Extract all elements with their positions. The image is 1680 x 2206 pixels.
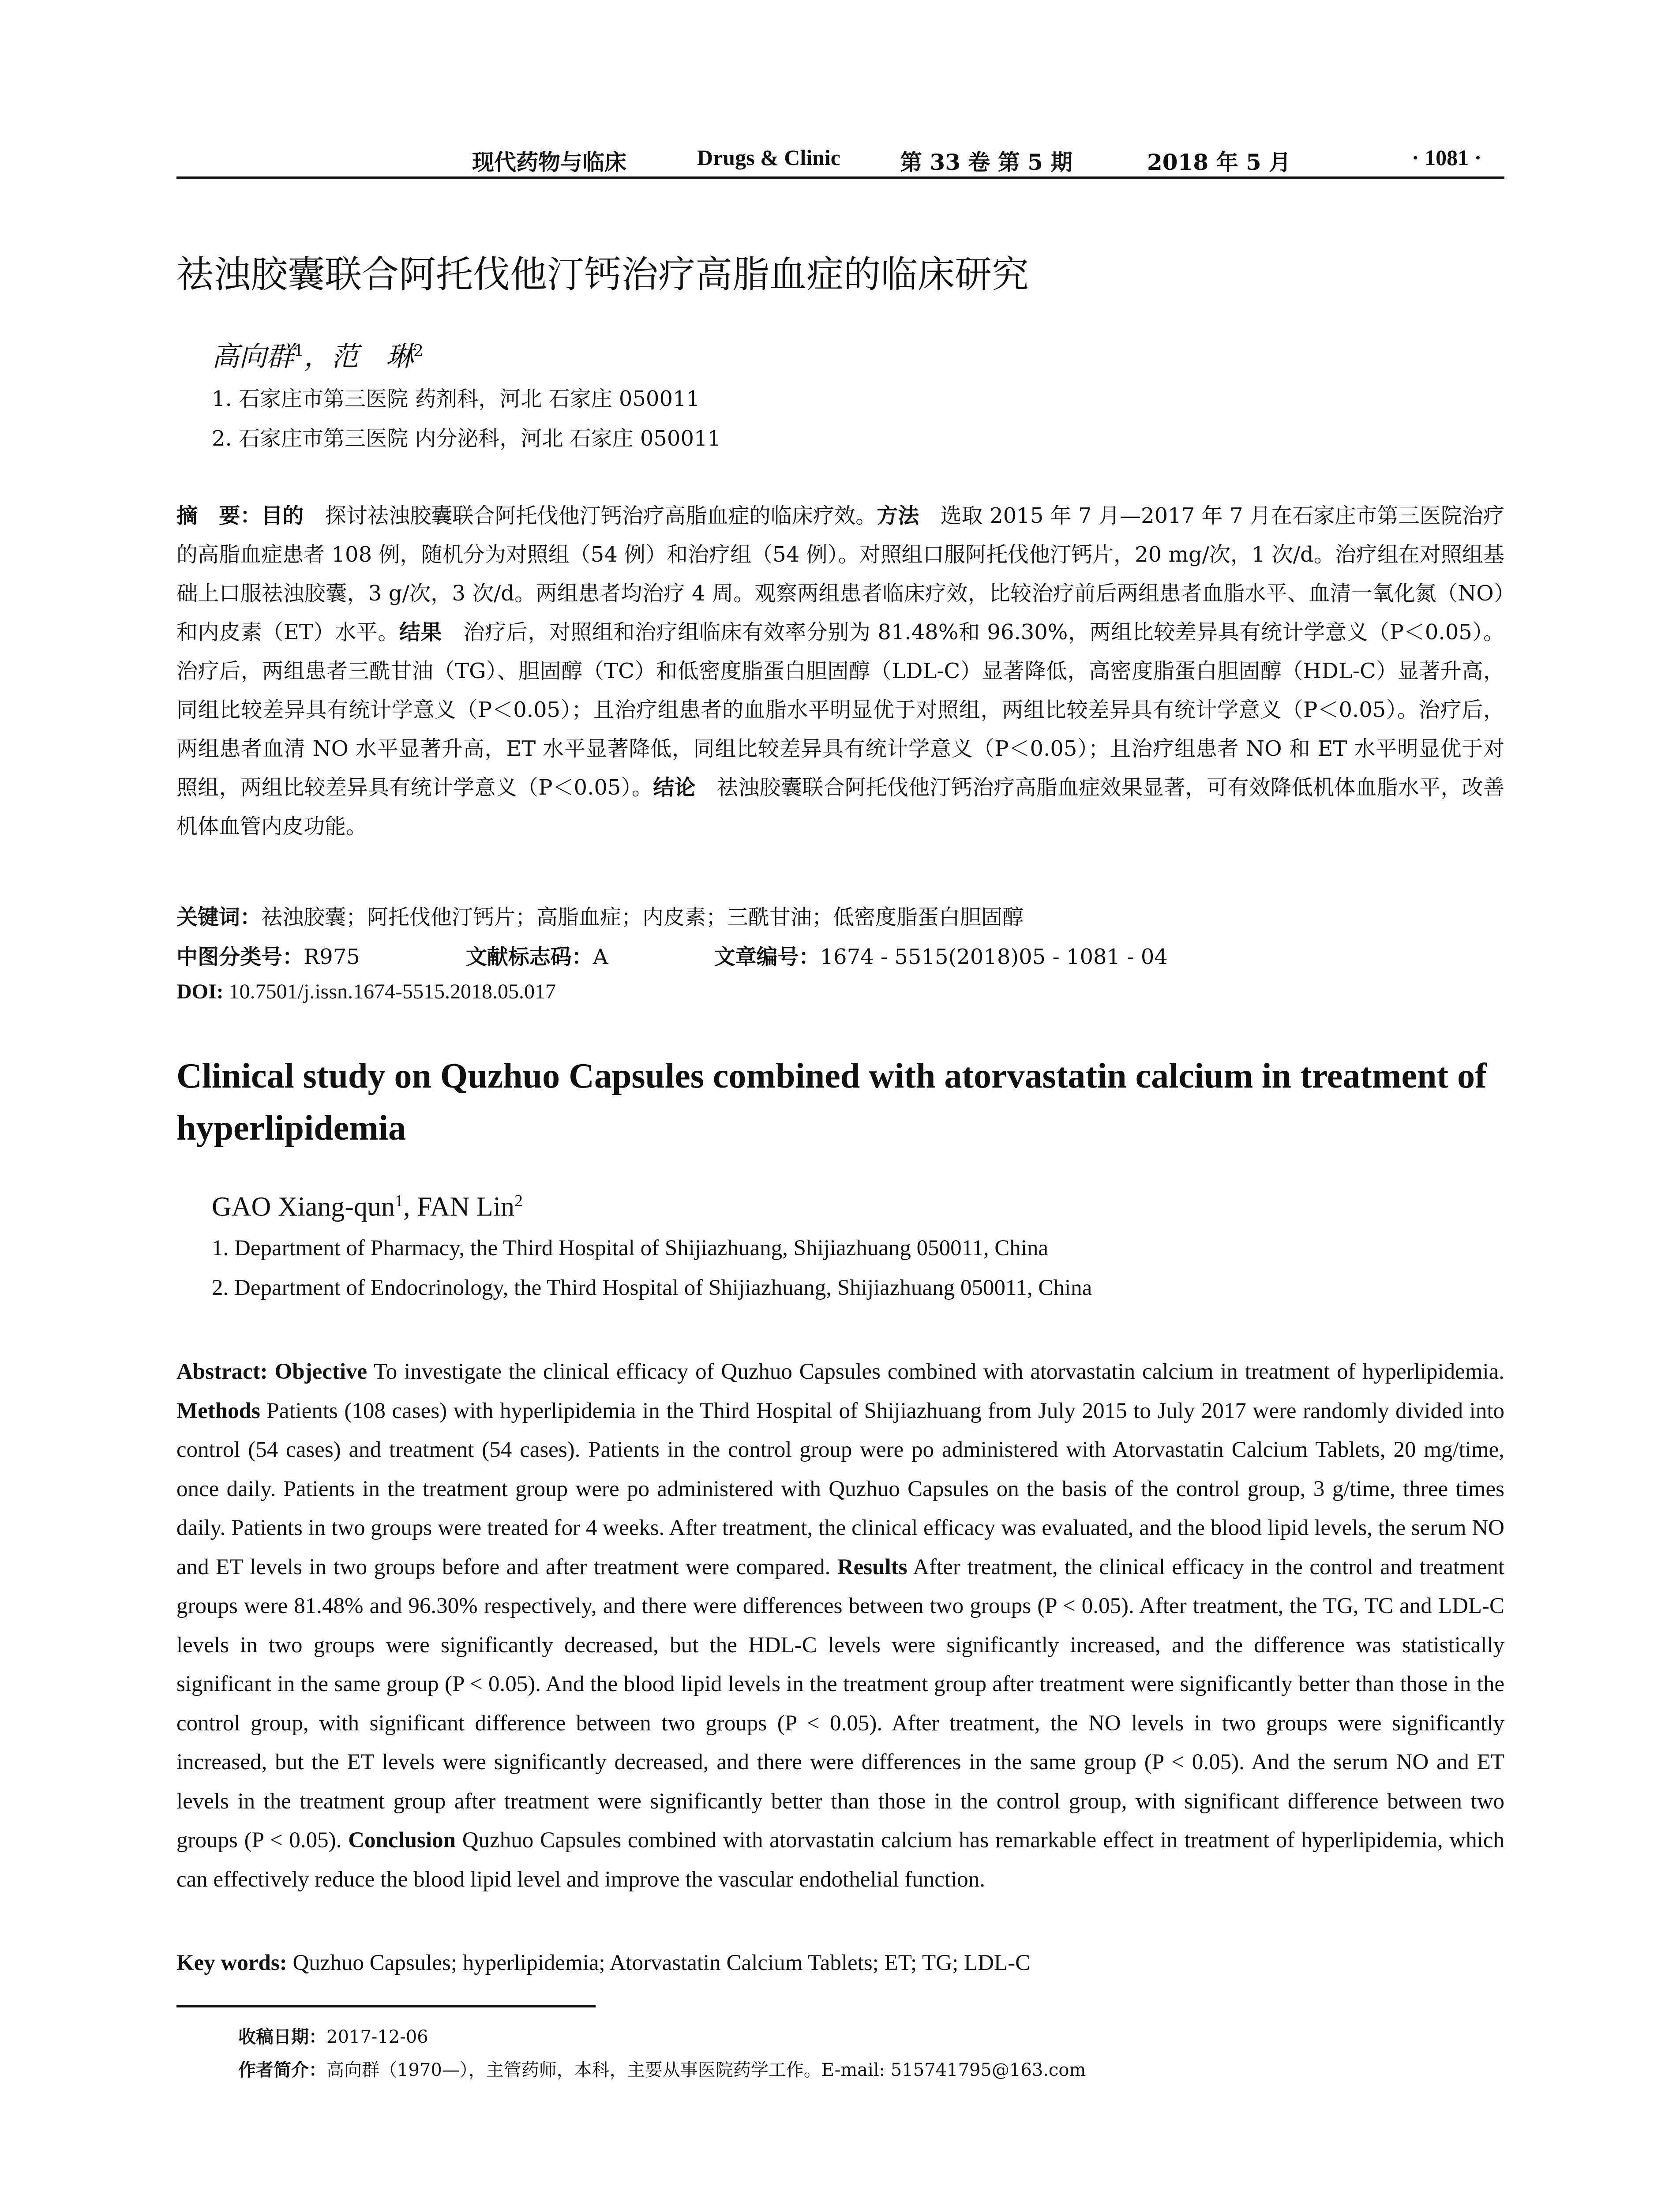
objective-text: 探讨祛浊胶囊联合阿托伐他汀钙治疗高脂血症的临床疗效。: [304, 503, 877, 528]
header-rule: [176, 176, 1504, 179]
classification-line: [176, 940, 1168, 970]
results-text: 治疗后，对照组和治疗组临床有效率分别为 81.48%和 96.30%，两组比较差异具有统计学意义（P＜0.05）。治疗后，两组患者三酰甘油（TG）、胆固醇（TC）和低密度脂蛋白胆固醇（LDL-C）显著降低，高密度脂蛋白胆固醇（HDL-C）显著升高，同组比较差异具有统计学意义（P＜0.05）；且治疗组患者的血脂水平明显优于对照组，两组比较差异具有统计学意义（P＜0.05）。治疗后，两组患者血清 NO 水平显著升高，ET 水平显著降低，同组比较差异具有统计学意义（P＜0.05）；且治疗组患者 NO 和 ET 水平明显优于对照组，两组比较差异具有统计学意义（P＜0.05）。: [176, 620, 1504, 800]
journal-name-en: Drugs & Clinic: [697, 145, 840, 170]
clc-value: R975: [304, 945, 360, 969]
affiliation-cn: 1. 石家庄市第三医院 药剂科，河北 石家庄 050011: [212, 386, 700, 411]
author-bio: 高向群（1970—），主管药师，本科，主要从事医院药学工作。E-mail: 515741795@163.com: [326, 2060, 1086, 2080]
doi-line: [176, 979, 556, 1004]
methods-text: 选取 2015 年 7 月—2017 年 7 月在石家庄市第三医院治疗的高脂血症患者 108 例，随机分为对照组（54 例）和治疗组（54 例）。对照组口服阿托伐他汀钙片，20 mg/次，1 次/d。治疗组在对照组基础上口服祛浊胶囊，3 g/次，3 次/d。两组患者均治疗 4 周。观察两组患者临床疗效，比较治疗前后两组患者血脂水平、血清一氧化氮（NO）和内皮素（ET）水平。: [176, 503, 1504, 645]
title-cn: 祛浊胶囊联合阿托伐他汀钙治疗高脂血症的临床研究: [176, 253, 1029, 296]
keywords-en: [176, 1950, 1030, 1976]
keywords-label: Key words:: [176, 1951, 287, 1975]
methods-label: Methods: [176, 1398, 260, 1423]
methods-label: 方法: [877, 503, 919, 528]
author-bio-label: 作者简介：: [238, 2060, 326, 2080]
author-name: , FAN Lin: [403, 1192, 515, 1222]
conclusion-text: Quzhuo Capsules combined with atorvastatin calcium has remarkable effect in treatment of hyperlipidemia, which can effectively reduce the blood lipid level and improve the vascular endothelial function.: [176, 1828, 1504, 1892]
results-text: After treatment, the clinical efficacy in the control and treatment groups were 81.48% and 96.30% respectively, and there were differences between two groups (P < 0.05). After treatment, the TG, TC and LDL-C levels in two groups were significantly decreased, but the HDL-C levels were significantly increased, and the difference was statistically significant in the same group (P < 0.05). And the blood lipid levels in the treatment group after treatment were significantly better than those in the control group, with significant difference between two groups (P < 0.05). After treatment, the NO levels in two groups were significantly increased, but the ET levels were significantly decreased, and there were differences in the same group (P < 0.05). And the serum NO and ET levels in the treatment group after treatment were significantly better than those in the control group, with significant difference between two groups (P < 0.05).: [176, 1554, 1504, 1853]
author-affil-sup: 2: [413, 342, 424, 360]
conclusion-label: Conclusion: [348, 1828, 456, 1853]
running-header: [176, 141, 1504, 181]
issue-date: 2018 年 5 月: [1147, 149, 1291, 175]
authors-cn: [212, 334, 424, 374]
abstract-objective-label: Abstract: Objective: [176, 1359, 368, 1384]
conclusion-text: 祛浊胶囊联合阿托伐他汀钙治疗高脂血症效果显著，可有效降低机体血脂水平，改善机体血管内皮功能。: [176, 775, 1504, 839]
title-en: Clinical study on Quzhuo Capsules combined with atorvastatin calcium in treatment of hyperlipidemia: [176, 1057, 1487, 1148]
abstract-en: [176, 1352, 1504, 1899]
doi-label: DOI:: [176, 980, 224, 1003]
results-label: Results: [837, 1554, 908, 1579]
doccode-label: 文献标志码：: [465, 945, 593, 969]
affiliation-cn: 2. 石家庄市第三医院 内分泌科，河北 石家庄 050011: [212, 426, 721, 451]
footnote-rule: [176, 2005, 596, 2007]
authors-en: [212, 1191, 523, 1223]
abstract-label: 摘 要：: [176, 503, 262, 528]
footnote-received: [238, 2023, 428, 2048]
results-label: 结果: [399, 620, 442, 645]
methods-text: Patients (108 cases) with hyperlipidemia in the Third Hospital of Shijiazhuang from July 2015 to July 2017 were randomly divided into control (54 cases) and treatment (54 cases). Patients in the control group were po administered with Atorvastatin Calcium Tablets, 20 mg/time, once daily. Patients in the treatment group were po administered with Quzhuo Capsules on the basis of the control group, 3 g/time, three times daily. Patients in two groups were treated for 4 weeks. After treatment, the clinical efficacy was evaluated, and the blood lipid levels, the serum NO and ET levels in two groups before and after treatment were compared.: [176, 1398, 1504, 1579]
clc-label: 中图分类号：: [176, 945, 304, 969]
page-number: · 1081 ·: [1412, 145, 1482, 170]
footnote-author: [238, 2056, 1086, 2081]
author-affil-sup: 2: [514, 1192, 523, 1210]
keywords-cn: [176, 900, 1024, 930]
keywords-text: Quzhuo Capsules; hyperlipidemia; Atorvastatin Calcium Tablets; ET; TG; LDL-C: [287, 1951, 1031, 1975]
affiliation-en: 1. Department of Pharmacy, the Third Hospital of Shijiazhuang, Shijiazhuang 050011, China: [212, 1236, 1049, 1261]
articleno-label: 文章编号：: [714, 945, 820, 969]
volume-issue: 第 33 卷 第 5 期: [900, 149, 1073, 175]
affiliation-en: 2. Department of Endocrinology, the Third Hospital of Shijiazhuang, Shijiazhuang 050011, China: [212, 1276, 1092, 1300]
author-affil-sup: 1: [294, 342, 304, 360]
doccode-value: A: [592, 945, 608, 969]
abstract-cn: [176, 496, 1504, 846]
keywords-text: 祛浊胶囊；阿托伐他汀钙片；高脂血症；内皮素；三酰甘油；低密度脂蛋白胆固醇: [261, 905, 1024, 930]
author-name: ，范 琳: [304, 340, 413, 372]
journal-name-cn: 现代药物与临床: [472, 150, 626, 175]
keywords-label: 关键词：: [176, 905, 262, 930]
objective-label: 目的: [261, 503, 304, 528]
received-label: 收稿日期：: [238, 2027, 326, 2047]
objective-text: To investigate the clinical efficacy of Quzhuo Capsules combined with atorvastatin calcium in treatment of hyperlipidemia.: [367, 1359, 1505, 1384]
doi-value: 10.7501/j.issn.1674-5515.2018.05.017: [223, 980, 556, 1003]
articleno-value: 1674 - 5515(2018)05 - 1081 - 04: [820, 945, 1168, 969]
conclusion-label: 结论: [653, 775, 696, 800]
author-name: GAO Xiang-qun: [212, 1192, 395, 1222]
author-name: 高向群: [212, 340, 294, 372]
received-date: 2017-12-06: [326, 2027, 428, 2047]
author-affil-sup: 1: [395, 1192, 403, 1210]
